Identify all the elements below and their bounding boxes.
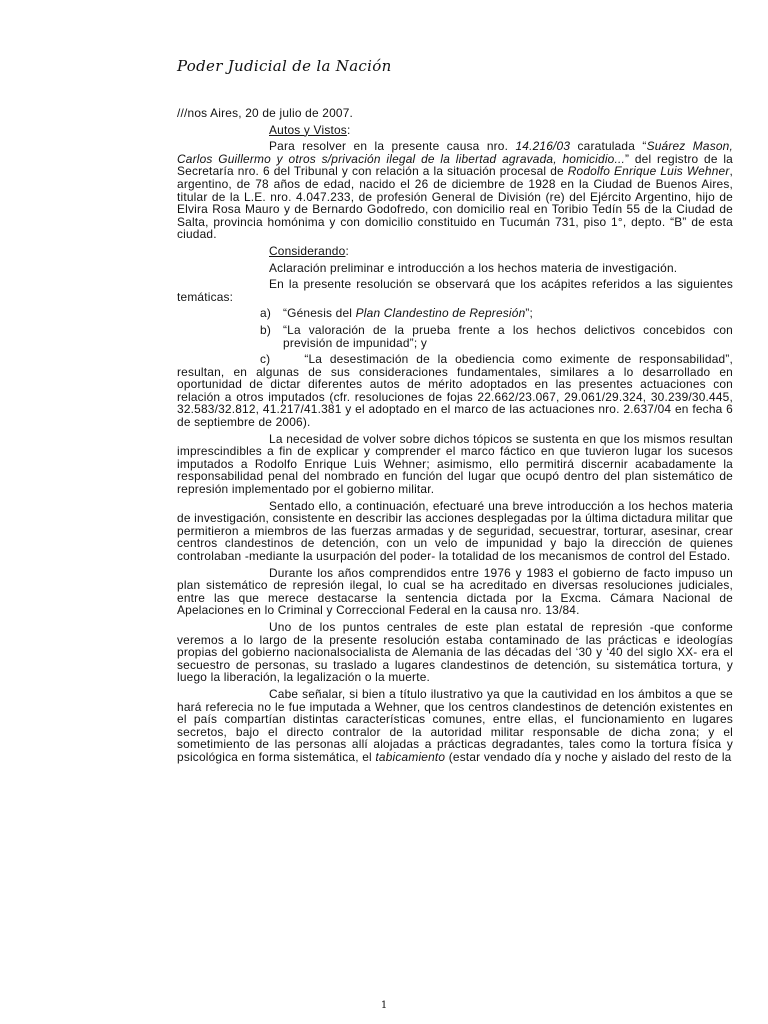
paragraph-4: La necesidad de volver sobre dichos tópicos se sustenta en que los mismos resultan imprescindibles a fin de explicar y comprender el marco fáctico en que tuvieron lugar los sucesos imputados a Rodolfo Enrique Luis Wehner; asimismo, ello permitirá discernir acabadamente la responsabilidad penal del nombrado en función del lugar que ocupó dentro del plan sistemático de represión implementado por el gobierno militar. <box>177 431 733 497</box>
date-line: ///nos Aires, 20 de julio de 2007. <box>177 106 354 120</box>
p1-defendant-name: Rodolfo Enrique Luis Wehner <box>567 164 730 179</box>
list-item-b <box>177 324 733 349</box>
considerando-heading-text: Considerando <box>269 243 346 258</box>
considerando-heading: Considerando: <box>269 243 349 258</box>
p8-text-b: (estar vendado día y noche y aislado del resto de la <box>445 749 732 764</box>
p1-case-number: 14.216/03 <box>515 139 571 154</box>
page-number: 1 <box>380 1000 388 1011</box>
p1-case-title: Suárez Mason, Carlos Guillermo y otros s/privación ilegal de la libertad agravada, homicidio... <box>177 139 733 166</box>
paragraph-3: En la presente resolución se observará que los acápites referidos a las siguientes temáticas: <box>177 277 733 304</box>
list-item-c-label: c) <box>260 352 271 367</box>
p1-text-b: caratulada “ <box>570 139 647 154</box>
p1-text-d: , argentino, de 78 años de edad, nacido el 26 de diciembre de 1928 en la Ciudad de Buenos Aires, titular de la L.E. nro. 4.047.233, de profesión General de División (re) del Ejército Argentino, hijo de Elvira Rosa Mauro y de Bernardo Godofredo, con domicilio real en Toribio Tedín 55 de la Ciudad de Salta, provincia homónima y con domicilio constituido en Tucumán 731, piso 1°, depto. “B” de esta ciudad. <box>177 164 733 242</box>
p1-text-a: Para resolver en la presente causa nro. <box>269 139 516 154</box>
paragraph-7: Uno de los puntos centrales de este plan estatal de represión -que conforme veremos a lo largo de la presente resolución estaba contaminado de las prácticas e ideologías propias del gobierno nacionalsocialista de Alemania de las décadas del ‘30 y ‘40 del siglo XX- era el secuestro de personas, su traslado a lugares clandestinos de detención, su sistemática tortura, y luego la liberación, la legalización o la muerte. <box>177 619 733 685</box>
autos-heading-text: Autos y Vistos <box>269 122 347 137</box>
page-header-title: Poder Judicial de la Nación <box>177 57 392 75</box>
paragraph-5: Sentado ello, a continuación, efectuaré una breve introducción a los hechos materia de investigación, consistente en describir las acciones desplegadas por la última dictadura militar que permitieron a miembros de las fuerzas armadas y de seguridad, secuestrar, torturar, asesinar, crear centros clandestinos de detención, con un velo de impunidad y bajo la dirección de quienes controlaban -mediante la usurpación del poder- la totalidad de los mecanismos de control del Estado. <box>177 498 733 563</box>
document-body <box>177 107 733 768</box>
p1-text-c: ” del registro de la Secretaría nro. 6 del Tribunal y con relación a la situación procesal de <box>177 151 733 179</box>
list-item-a-text <box>283 307 733 320</box>
paragraph-2: Aclaración preliminar e introducción a los hechos materia de investigación. <box>269 260 678 275</box>
autos-heading: Autos y Vistos: <box>269 122 351 137</box>
list-item-c <box>177 353 733 429</box>
item-a-pre: “Génesis del <box>283 306 356 321</box>
list-item-a <box>177 307 733 320</box>
list-item-a-label: a) <box>260 306 271 321</box>
paragraph-1 <box>177 140 733 241</box>
p8-text-a: Cabe señalar, si bien a título ilustrativo ya que la cautividad en los ámbitos a que se hará referecia no le fue imputada a Wehner, que los centros clandestinos de detención existentes en el país compartían distintas características comunes, entre ellas, el funcionamiento en lugares secretos, bajo el directo contralor de la autoridad militar responsable de dicha zona; y el sometimiento de las personas allí alojadas a prácticas degradantes, tales como la tortura física y psicológica en forma sistemática, el <box>177 686 733 764</box>
item-a-post: ”; <box>525 306 534 321</box>
paragraph-8 <box>177 688 733 764</box>
paragraph-6: Durante los años comprendidos entre 1976 y 1983 el gobierno de facto impuso un plan sistemático de represión ilegal, lo cual se ha acreditado en diversas resoluciones judiciales, entre las que merece destacarse la sentencia dictada por la Excma. Cámara Nacional de Apelaciones en lo Criminal y Correccional Federal en la causa nro. 13/84. <box>177 565 733 618</box>
list-item-c-text: “La desestimación de la obediencia como eximente de responsabilidad”, resultan, en algunas de sus consideraciones fundamentales, similares a lo desarrollado en oportunidad de dictar diferentes autos de mérito adoptados en las presentes actuaciones con relación a otros imputados (cfr. resoluciones de fojas 22.662/23.067, 29.061/29.324, 30.239/30.445, 32.583/32.812, 41.217/41.381 y el adoptado en el marco de las actuaciones nro. 2.637/04 en fecha 6 de septiembre de 2006). <box>177 352 733 430</box>
item-a-emphasis: Plan Clandestino de Represión <box>355 306 526 321</box>
list-item-b-text: “La valoración de la prueba frente a los hechos delictivos concebidos con previsión de impunidad”; y <box>283 322 733 350</box>
p8-emphasis: tabicamiento <box>375 749 446 764</box>
list-item-b-label: b) <box>260 322 271 337</box>
